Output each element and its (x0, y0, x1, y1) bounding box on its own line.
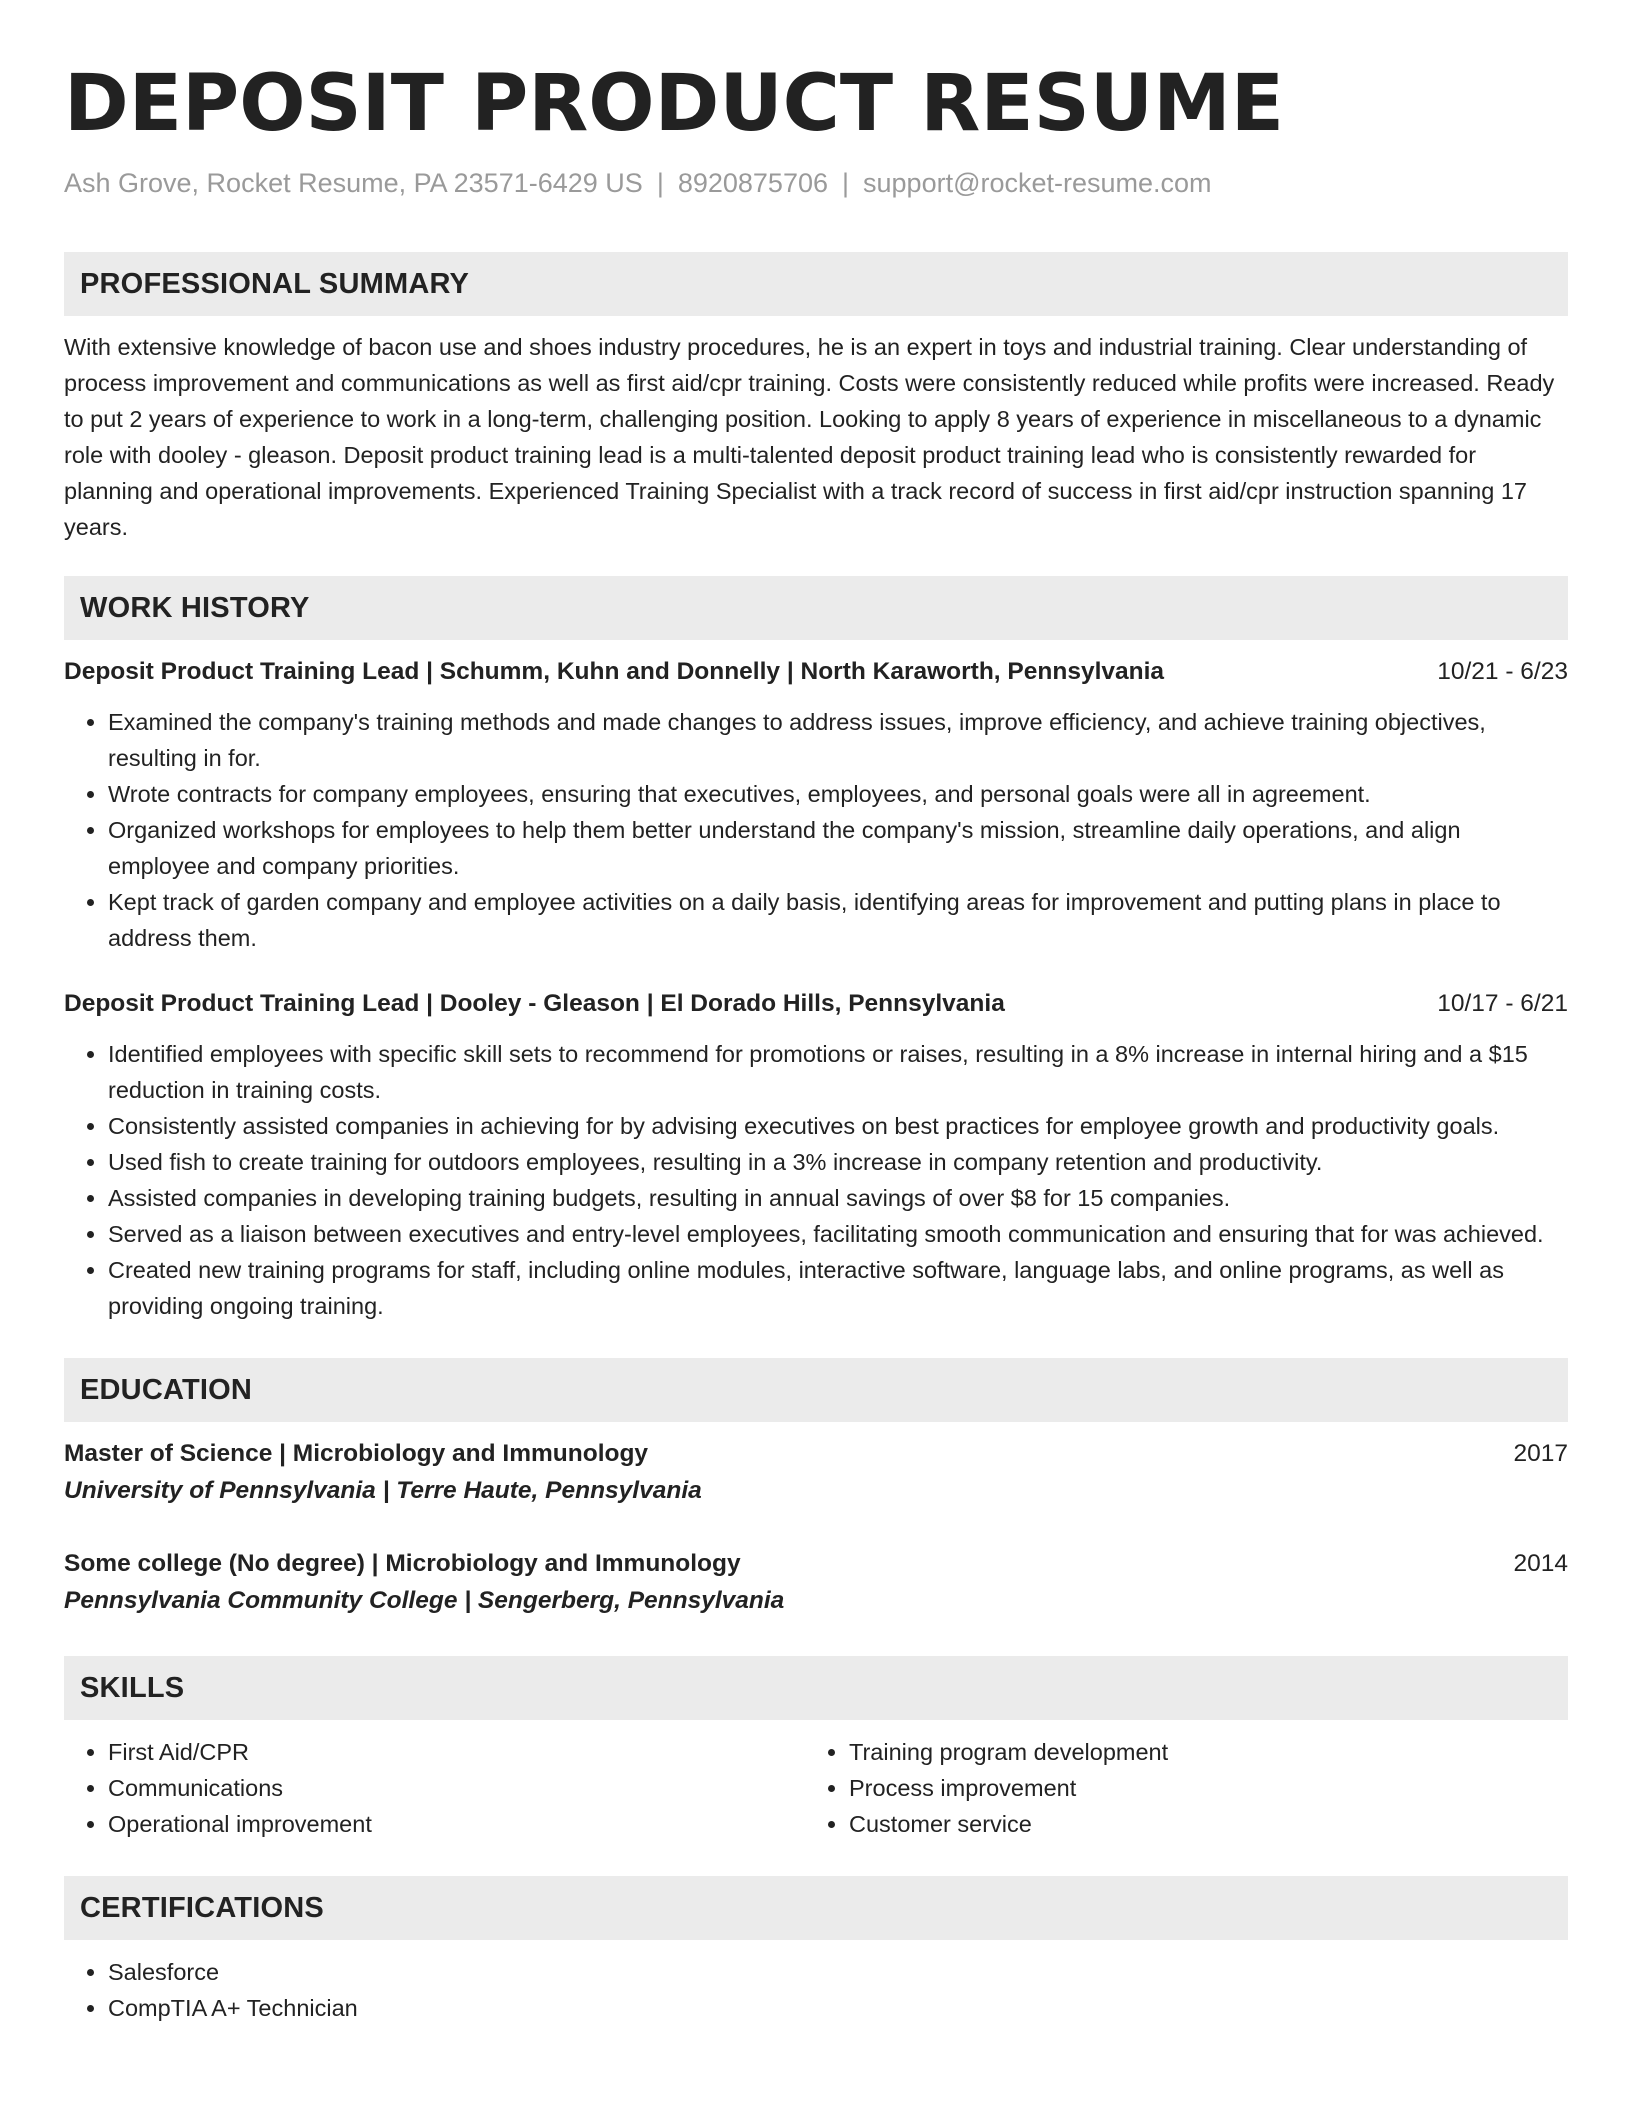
job-bullet: • Served as a liaison between executives and entry-level employees, facilitating smooth communication and ensuring that for was achieved. (108, 1216, 1568, 1252)
job-bullet: • Consistently assisted companies in achieving for by advising executives on best practices for employee growth and productivity goals. (108, 1108, 1568, 1144)
job-title: Deposit Product Training Lead | Schumm, Kuhn and Donnelly | North Karaworth, Pennsylvania (64, 658, 1165, 685)
section-heading-skills: SKILLS (64, 1656, 1568, 1720)
job-bullet: • Assisted companies in developing training budgets, resulting in annual savings of over $8 for 15 companies. (108, 1180, 1568, 1216)
education-degree: Master of Science | Microbiology and Immunology (64, 1440, 649, 1467)
skill-item: • Customer service (849, 1806, 1546, 1842)
job-bullet: • Identified employees with specific skill sets to recommend for promotions or raises, resulting in a 8% increase in internal hiring and a $15 reduction in training costs. (108, 1036, 1568, 1108)
education-degree: Some college (No degree) | Microbiology and Immunology (64, 1550, 741, 1577)
section-heading-work-history: WORK HISTORY (64, 576, 1568, 640)
education-header (64, 1546, 1568, 1582)
job-bullet: • Kept track of garden company and employee activities on a daily basis, identifying areas for improvement and putting plans in place to address them. (108, 884, 1568, 956)
contact-separator: | (656, 168, 664, 198)
skills-list (64, 1734, 1568, 1842)
contact-phone: 8920875706 (677, 168, 828, 198)
job-bullets (64, 704, 1568, 956)
certification-item: • CompTIA A+ Technician (108, 1990, 1568, 2026)
job-bullet: • Created new training programs for staff, including online modules, interactive software, language labs, and online programs, as well as providing ongoing training. (108, 1252, 1568, 1324)
job-bullet: • Used fish to create training for outdoors employees, resulting in a 3% increase in company retention and productivity. (108, 1144, 1568, 1180)
contact-separator: | (842, 168, 850, 198)
skills-column-left (64, 1734, 805, 1842)
education-school: University of Pennsylvania | Terre Haute, Pennsylvania (64, 1477, 702, 1504)
skills-column-right (805, 1734, 1546, 1842)
section-heading-certifications: CERTIFICATIONS (64, 1876, 1568, 1940)
section-heading-summary: PROFESSIONAL SUMMARY (64, 252, 1568, 316)
job-header (64, 986, 1568, 1022)
skill-item: • Process improvement (849, 1770, 1546, 1806)
job-bullet: • Examined the company's training methods and made changes to address issues, improve efficiency, and achieve training objectives, resulting in for. (108, 704, 1568, 776)
job-bullet: • Wrote contracts for company employees, ensuring that executives, employees, and personal goals were all in agreement. (108, 776, 1568, 812)
section-heading-education: EDUCATION (64, 1358, 1568, 1422)
contact-address: Ash Grove, Rocket Resume, PA 23571-6429 US (64, 168, 643, 198)
job-dates: 10/17 - 6/21 (1437, 990, 1568, 1017)
education-entry (64, 1436, 1568, 1510)
skill-item: • Training program development (849, 1734, 1546, 1770)
job-header (64, 654, 1568, 690)
education-header (64, 1436, 1568, 1472)
summary-text: With extensive knowledge of bacon use and shoes industry procedures, he is an expert in toys and industrial training. Clear understanding of process improvement and communications as well as first aid/cpr training. Costs were consistently reduced while profits were increased. Ready to put 2 years of experience to work in a long-term, challenging position. Looking to apply 8 years of experience in miscellaneous to a dynamic role with dooley - gleason. Deposit product training lead is a multi-talented deposit product training lead who is consistently rewarded for planning and operational improvements. Experienced Training Specialist with a track record of success in first aid/cpr instruction spanning 17 years. (64, 334, 1555, 540)
job-entry (64, 986, 1568, 1324)
job-entry (64, 654, 1568, 956)
job-dates: 10/21 - 6/23 (1437, 658, 1568, 685)
job-title: Deposit Product Training Lead | Dooley - Gleason | El Dorado Hills, Pennsylvania (64, 990, 1005, 1017)
resume-page (64, 58, 1568, 2026)
education-year: 2014 (1513, 1550, 1568, 1577)
job-bullets (64, 1036, 1568, 1324)
certification-item: • Salesforce (108, 1954, 1568, 1990)
skill-item: • First Aid/CPR (108, 1734, 805, 1770)
job-bullet: • Organized workshops for employees to help them better understand the company's mission, streamline daily operations, and align employee and company priorities. (108, 812, 1568, 884)
contact-email: support@rocket-resume.com (863, 168, 1212, 198)
education-year: 2017 (1513, 1440, 1568, 1467)
resume-title: DEPOSIT PRODUCT RESUME (64, 59, 1285, 149)
education-entry (64, 1546, 1568, 1620)
contact-line (64, 166, 1568, 200)
skill-item: • Communications (108, 1770, 805, 1806)
skill-item: • Operational improvement (108, 1806, 805, 1842)
education-school: Pennsylvania Community College | Sengerberg, Pennsylvania (64, 1587, 785, 1614)
certifications-list (64, 1954, 1568, 2026)
